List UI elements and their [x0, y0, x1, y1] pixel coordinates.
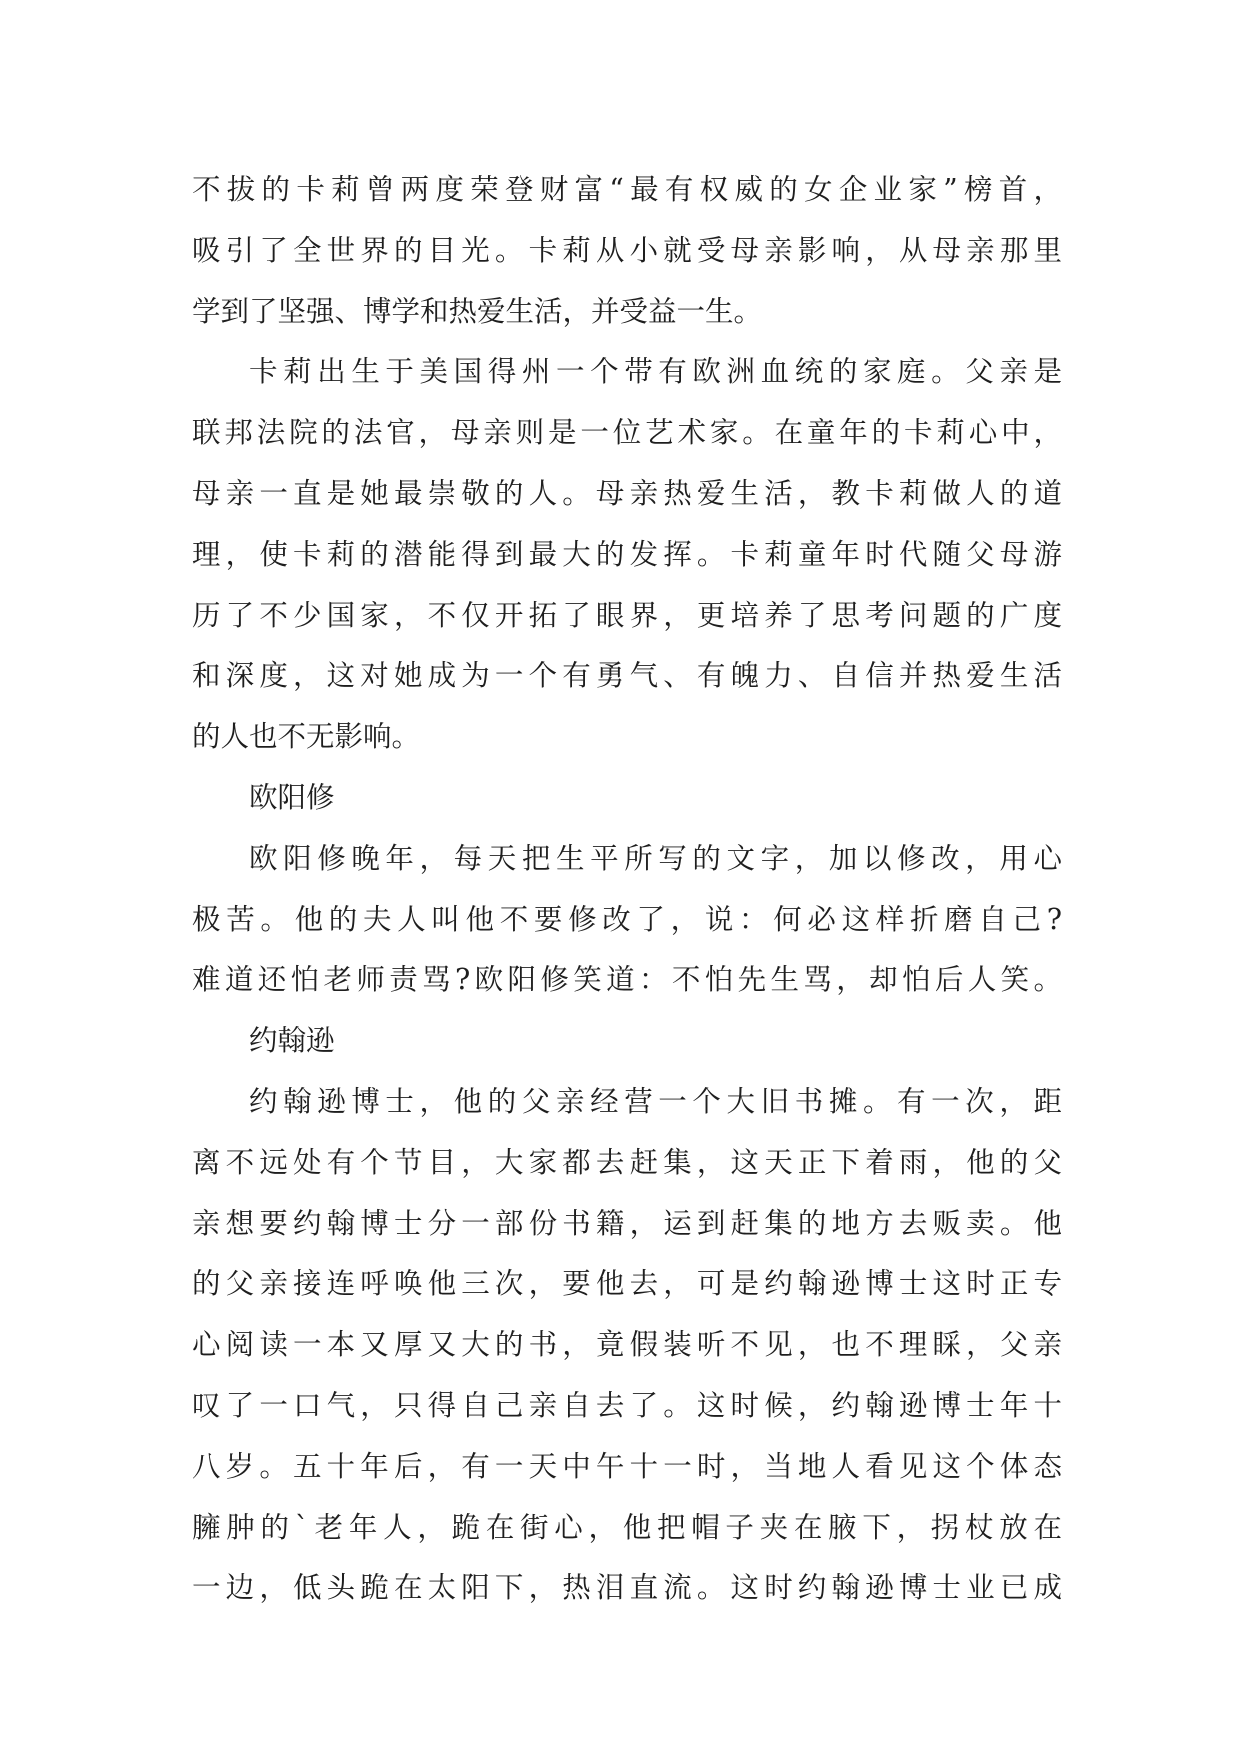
document-body — [192, 160, 1062, 1619]
text-line: 理，使卡莉的潜能得到最大的发挥。卡莉童年时代随父母游 — [192, 537, 1062, 571]
text-line: 母亲一直是她最崇敬的人。母亲热爱生活，教卡莉做人的道 — [192, 476, 1062, 510]
text-line: 卡莉出生于美国得州一个带有欧洲血统的家庭。父亲是 — [249, 355, 1062, 389]
text-line: 历了不少国家，不仅开拓了眼界，更培养了思考问题的广度 — [192, 598, 1062, 632]
paragraph-ouyang-story — [192, 829, 1062, 1011]
paragraph-carly-childhood — [192, 342, 1062, 768]
text-line: 极苦。他的夫人叫他不要修改了，说：何必这样折磨自己? — [192, 902, 1062, 936]
section-heading-johnson — [192, 1011, 1062, 1072]
text-line: 亲想要约翰博士分一部份书籍，运到赶集的地方去贩卖。他 — [192, 1206, 1062, 1240]
text-line: 心阅读一本又厚又大的书，竟假装听不见，也不理睬，父亲 — [192, 1328, 1062, 1362]
text-line: 联邦法院的法官，母亲则是一位艺术家。在童年的卡莉心中， — [192, 416, 1062, 450]
paragraph-johnson-story — [192, 1072, 1062, 1619]
text-line: 难道还怕老师责骂?欧阳修笑道：不怕先生骂，却怕后人笑。 — [192, 963, 1062, 997]
text-line: 欧阳修晚年，每天把生平所写的文字，加以修改，用心 — [249, 841, 1062, 875]
text-line: 的人也不无影响。 — [192, 720, 421, 754]
text-line: 一边，低头跪在太阳下，热泪直流。这时约翰逊博士业已成 — [192, 1571, 1062, 1605]
paragraph-carly-intro — [192, 160, 1062, 342]
text-line: 离不远处有个节目，大家都去赶集，这天正下着雨，他的父 — [192, 1145, 1062, 1179]
section-heading-text: 约翰逊 — [249, 1024, 335, 1058]
text-line: 臃肿的`老年人，跪在街心，他把帽子夹在腋下，拐杖放在 — [192, 1510, 1062, 1544]
text-line: 约翰逊博士，他的父亲经营一个大旧书摊。有一次，距 — [249, 1084, 1062, 1118]
text-line: 和深度，这对她成为一个有勇气、有魄力、自信并热爱生活 — [192, 659, 1062, 693]
text-line: 吸引了全世界的目光。卡莉从小就受母亲影响，从母亲那里 — [192, 233, 1062, 267]
section-heading-ouyang — [192, 768, 1062, 829]
text-line: 不拔的卡莉曾两度荣登财富“最有权威的女企业家”榜首， — [192, 173, 1062, 206]
text-line: 八岁。五十年后，有一天中午十一时，当地人看见这个体态 — [192, 1449, 1062, 1483]
text-line: 的父亲接连呼唤他三次，要他去，可是约翰逊博士这时正专 — [192, 1267, 1062, 1301]
text-line: 学到了坚强、博学和热爱生活，并受益一生。 — [192, 294, 763, 328]
text-line: 叹了一口气，只得自己亲自去了。这时候，约翰逊博士年十 — [192, 1388, 1062, 1422]
section-heading-text: 欧阳修 — [249, 780, 335, 814]
